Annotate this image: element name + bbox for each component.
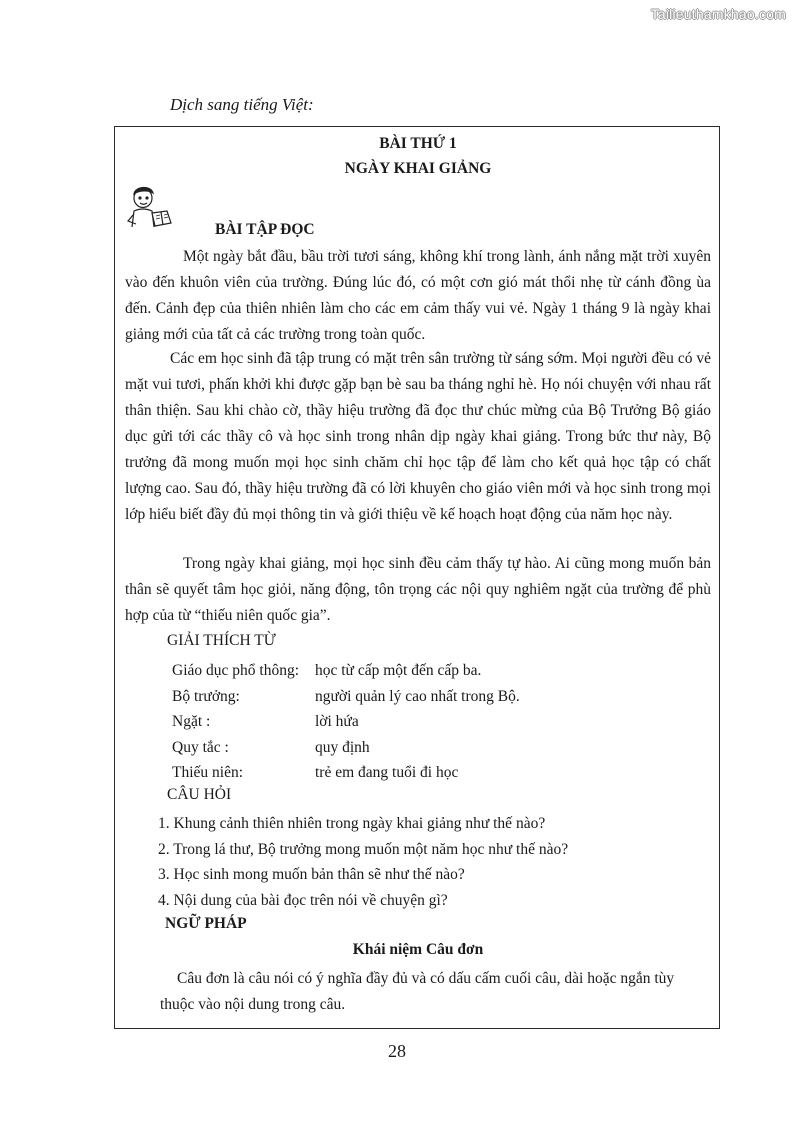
question-item: 2. Trong lá thư, Bộ trưởng mong muốn một năm học như thế nào? — [158, 840, 569, 858]
intro-caption: Dịch sang tiếng Việt: — [170, 95, 314, 114]
questions-heading: CÂU HỎI — [167, 786, 232, 803]
vocab-list — [172, 658, 672, 786]
vocab-term: Giáo dục phổ thông: — [172, 662, 299, 679]
vocab-heading: GIẢI THÍCH TỪ — [167, 632, 276, 649]
vocab-term: Ngặt : — [172, 713, 211, 730]
vocab-row — [172, 760, 672, 786]
vocab-definition: học từ cấp một đến cấp ba. — [315, 662, 482, 679]
vocab-term: Thiếu niên: — [172, 764, 244, 781]
vocab-definition: lời hứa — [315, 713, 359, 730]
concept-text: Câu đơn là câu nói có ý nghĩa đầy đủ và có dấu cấm cuối câu, dài hoặc ngắn tùy thuộc vào nội dung trong câu. — [160, 970, 675, 1013]
vocab-row — [172, 684, 672, 710]
question-item: 3. Học sinh mong muốn bản thân sẽ như thế nào? — [158, 866, 465, 883]
question-item: 1. Khung cảnh thiên nhiên trong ngày khai giảng như thế nào? — [158, 815, 546, 832]
question-list — [158, 811, 568, 913]
reading-heading: BÀI TẬP ĐỌC — [215, 221, 315, 238]
reading-paragraph: Một ngày bắt đầu, bầu trời tươi sáng, không khí trong lành, ánh nắng mặt trời xuyên vào đến khuôn viên của trường. Đúng lúc đó, có một cơn gió mát thổi nhẹ từ cánh đồng ùa đến. Cảnh đẹp của thiên nhiên làm cho các em cảm thấy vui vẻ. Ngày 1 tháng 9 là ngày khai giảng mới của tất cả các trường trong toàn quốc. — [125, 248, 711, 343]
reading-paragraph: Trong ngày khai giảng, mọi học sinh đều cảm thấy tự hào. Ai cũng mong muốn bản thân sẽ quyết tâm học giỏi, năng động, tôn trọng các nội quy nghiêm ngặt của trường để phù hợp của từ “thiếu niên quốc gia”. — [125, 555, 711, 624]
lesson-box — [114, 126, 720, 1029]
vocab-row — [172, 709, 672, 735]
vocab-term: Bộ trưởng: — [172, 687, 240, 705]
vocab-row — [172, 735, 672, 761]
question-item: 4. Nội dung của bài đọc trên nói về chuyện gì? — [158, 891, 448, 909]
reading-paragraph: Các em học sinh đã tập trung có mặt trên sân trường từ sáng sớm. Mọi người đều có vẻ mặt vui tươi, phấn khởi khi được gặp bạn bè sau ba tháng nghỉ hè. Họ nói chuyện với nhau rất thân thiện. Sau khi chào cờ, thầy hiệu trường đã đọc thư chúc mừng của Bộ Trưởng Bộ giáo dục gửi tới các thầy cô và học sinh trong nhân dịp ngày khai giảng. Trong bức thư này, Bộ trưởng đã mong muốn mọi học sinh chăm chỉ học tập để làm cho kết quả học tập có chất lượng cao. Sau đó, thầy hiệu trường đã có lời khuyên cho giáo viên mới và học sinh trong mọi lớp hiểu biết đầy đủ mọi thông tin và giới thiệu về kế hoạch hoạt động của năm học này. — [125, 350, 711, 523]
vocab-term: Quy tắc : — [172, 738, 229, 756]
lesson-title: NGÀY KHAI GIẢNG — [344, 160, 492, 177]
vocab-definition: quy định — [315, 738, 370, 756]
vocab-definition: người quản lý cao nhất trong Bộ. — [315, 687, 520, 705]
lesson-number: BÀI THỨ 1 — [379, 135, 457, 152]
page-number: 28 — [388, 1041, 406, 1061]
child-reading-icon — [121, 183, 177, 229]
vocab-row — [172, 658, 672, 684]
grammar-heading: NGỮ PHÁP — [165, 915, 247, 932]
vocab-definition: trẻ em đang tuổi đi học — [315, 764, 459, 781]
watermark: Tailieuthamkhao.com — [650, 6, 786, 22]
concept-title: Khái niệm Câu đơn — [352, 941, 484, 958]
